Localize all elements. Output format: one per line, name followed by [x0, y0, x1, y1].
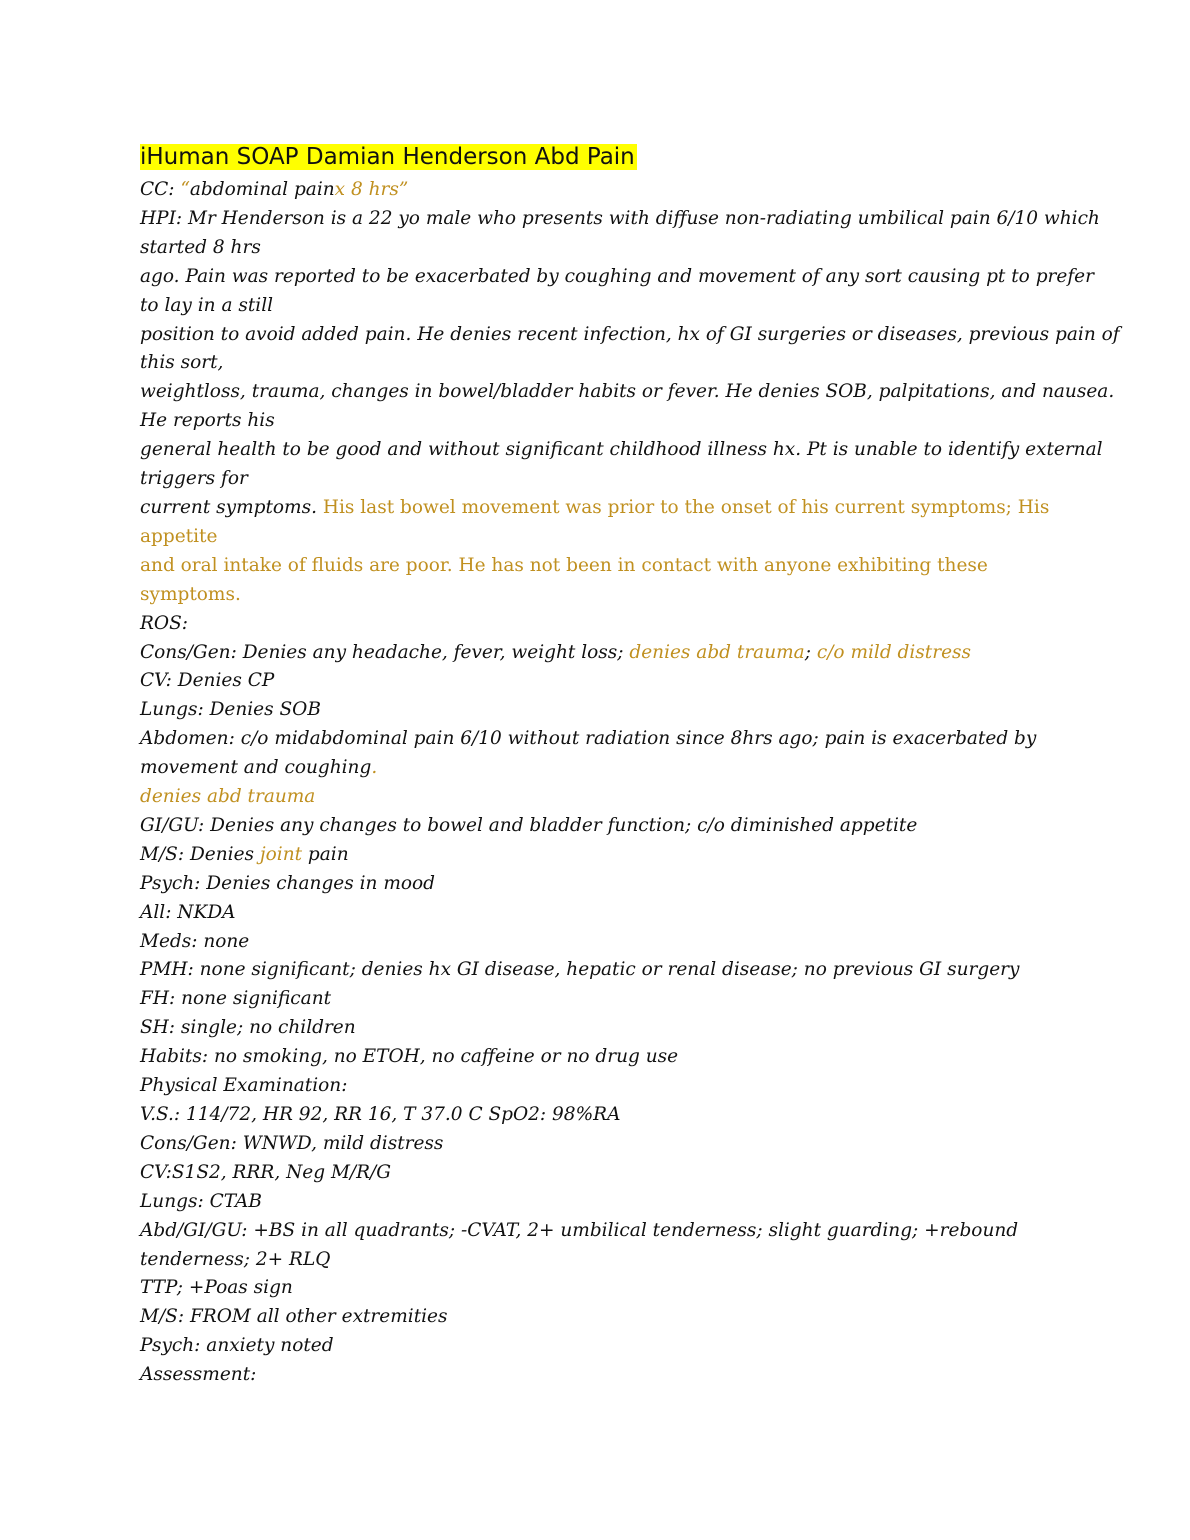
hpi-added-text: His last bowel movement was prior to the onset of his current symptoms; His: [322, 496, 1050, 518]
ros-abdomen-cont: [140, 754, 1055, 783]
exam-line: CV:S1S2, RRR, Neg M/R/G: [140, 1161, 392, 1183]
hpi-line: weightloss, trauma, changes in bowel/bladder habits or fever. He denies SOB, palpitations, and nausea.: [140, 381, 1115, 403]
exam-line: Physical Examination:: [140, 1075, 348, 1097]
cc-line: [140, 176, 1055, 205]
history-line: Habits: no smoking, no ETOH, no caffeine or no drug use: [140, 1046, 679, 1068]
exam-line: Abd/GI/GU: +BS in all quadrants; -CVAT, 2+ umbilical tenderness; slight guarding; +rebound: [140, 1219, 1019, 1241]
ros-lungs: Lungs: Denies SOB: [140, 699, 321, 721]
document-title: [140, 141, 1055, 173]
ros-cons-gen-added: denies abd trauma: [629, 641, 805, 663]
history-line: PMH: none significant; denies hx GI disease, hepatic or renal disease; no previous GI surgery: [140, 959, 1020, 981]
exam-line: Cons/Gen: WNWD, mild distress: [140, 1132, 444, 1154]
cc-label: CC:: [140, 179, 181, 200]
ros-ms-suffix: pain: [302, 843, 349, 865]
ros-heading: ROS:: [140, 612, 189, 634]
ros-abdomen: Abdomen: c/o midabdominal pain 6/10 without radiation since 8hrs ago; pain is exacerbated by: [140, 728, 1037, 750]
hpi-line: triggers for: [140, 468, 248, 490]
hpi-line: He reports his: [140, 410, 275, 432]
ros-ms: [140, 841, 1055, 870]
assessment-heading: Assessment:: [140, 1364, 257, 1386]
exam-line: TTP; +Poas sign: [140, 1277, 293, 1299]
hpi-added-line: and oral intake of fluids are poor. He has not been in contact with anyone exhibiting these: [140, 554, 988, 576]
ros-ms-text: M/S: Denies: [140, 843, 260, 865]
title-highlight: iHuman SOAP Damian Henderson Abd Pain: [140, 144, 635, 170]
exam-line: M/S: FROM all other extremities: [140, 1306, 448, 1328]
ros-abdomen-text: movement and coughing: [140, 757, 372, 779]
hpi-line: this sort,: [140, 352, 224, 374]
history-line: FH: none significant: [140, 988, 332, 1010]
exam-line: tenderness; 2+ RLQ: [140, 1248, 331, 1270]
ros-ms-added: joint: [259, 843, 303, 865]
history-line: SH: single; no children: [140, 1017, 356, 1039]
hpi-line: to lay in a still: [140, 294, 274, 316]
hpi-text: current symptoms.: [140, 496, 323, 518]
history-line: Meds: none: [140, 930, 250, 952]
ros-psych: Psych: Denies changes in mood: [140, 872, 435, 894]
ros-cv: CV: Denies CP: [140, 670, 275, 692]
document-page: [140, 141, 1120, 1390]
exam-line: V.S.: 114/72, HR 92, RR 16, T 37.0 C SpO2: 98%RA: [140, 1104, 621, 1125]
hpi-line: general health to be good and without significant childhood illness hx. Pt is unable to identify external: [140, 439, 1103, 461]
exam-line: Psych: anxiety noted: [140, 1335, 334, 1357]
hpi-line: HPI: Mr Henderson is a 22 yo male who presents with diffuse non-radiating umbilical pain 6/10 which: [140, 207, 1100, 229]
ros-cons-gen-sep: ;: [804, 641, 817, 663]
cc-text: abdominal pain: [189, 179, 335, 200]
ros-abdomen-period: .: [371, 757, 378, 779]
hpi-added-line: symptoms.: [140, 583, 241, 605]
hpi-added-line: appetite: [140, 525, 218, 547]
ros-gi-gu: GI/GU: Denies any changes to bowel and bladder function; c/o diminished appetite: [140, 814, 918, 836]
ros-cons-gen-text: Cons/Gen: Denies any headache, fever, weight loss;: [140, 641, 630, 663]
ros-abdomen-added: denies abd trauma: [140, 786, 316, 808]
ros-cons-gen-added: c/o mild distress: [816, 641, 972, 663]
exam-line: Lungs: CTAB: [140, 1190, 263, 1212]
hpi-line: position to avoid added pain. He denies recent infection, hx of GI surgeries or diseases, previous pain of: [140, 323, 1120, 345]
hpi-line: ago. Pain was reported to be exacerbated by coughing and movement of any sort causing pt to prefer: [140, 265, 1094, 287]
cc-quote-open: “: [180, 179, 190, 200]
hpi-line: started 8 hrs: [140, 236, 261, 258]
ros-cons-gen: [140, 639, 1055, 668]
hpi-line-mixed: [140, 494, 1055, 523]
history-line: All: NKDA: [140, 901, 236, 923]
cc-duration: x 8 hrs”: [334, 179, 409, 200]
